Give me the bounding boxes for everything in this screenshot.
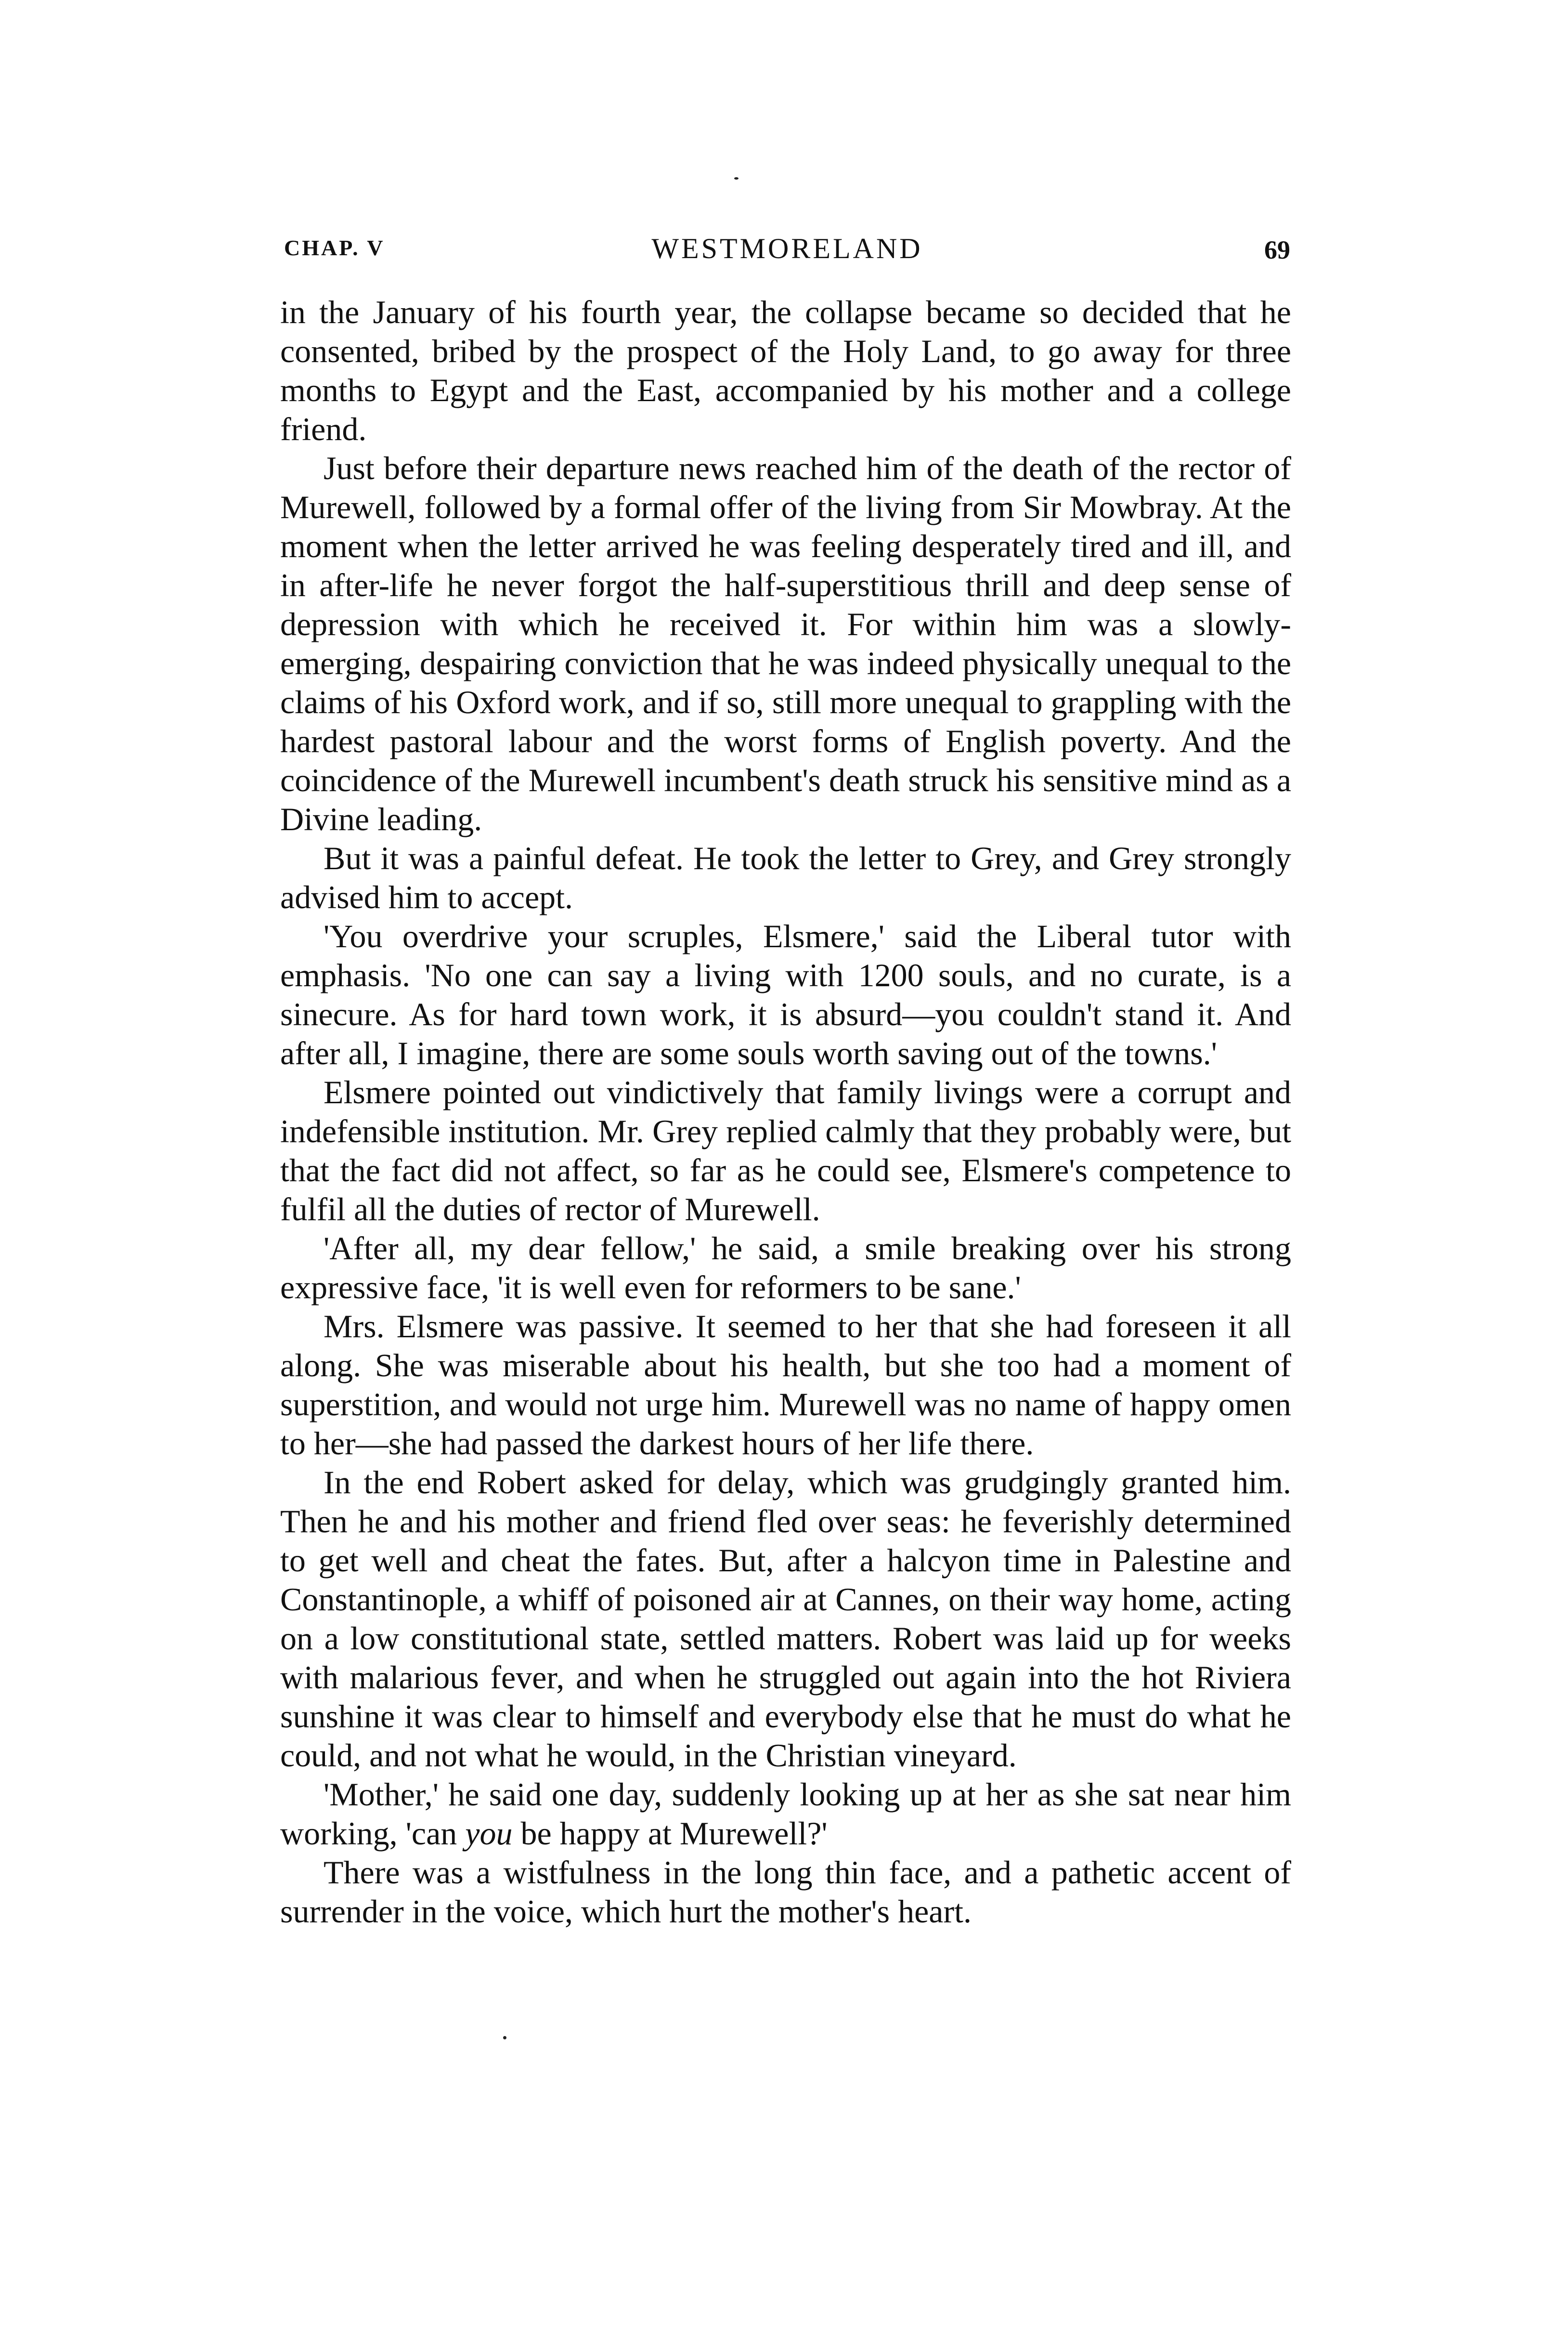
paragraph: 'You overdrive your scruples, Elsmere,' said the Liberal tutor with emphasis. 'No one can say a living with 1200 souls, and no curate, is a sinecure. As for hard town work, it is absurd—you couldn't stand it. And after all, I imagine, there are some souls worth saving out of the towns.' [280, 918, 1291, 1071]
print-speck [503, 2036, 506, 2039]
chapter-label: CHAP. V [284, 235, 385, 260]
paragraph-final: There was a wistfulness in the long thin face, and a pathetic accent of surrender in the voice, which hurt the mother's heart. [280, 1854, 1291, 1930]
print-speck [734, 177, 739, 180]
paragraph: Mrs. Elsmere was passive. It seemed to her that she had foreseen it all along. She was miserable about his health, but she too had a moment of superstition, and would not urge him. Murewell was no name of happy omen to her—she had passed the darkest hours of her life there. [280, 1308, 1291, 1462]
paragraph: But it was a painful defeat. He took the letter to Grey, and Grey strongly advised him to accept. [280, 840, 1291, 915]
quote-text-after: be happy at Murewell?' [512, 1815, 828, 1852]
paragraph-mother-quote [280, 1775, 1291, 1853]
quote-text-before: 'Mother,' he said one day, suddenly looking up at her as she sat near him working, 'can [280, 1776, 1291, 1852]
page-number: 69 [1264, 235, 1290, 264]
paragraph: 'After all, my dear fellow,' he said, a smile breaking over his strong expressive face, 'it is well even for reformers to be sane.' [280, 1230, 1291, 1306]
running-head [284, 235, 1290, 274]
quote-emphasis: you [465, 1815, 513, 1852]
paragraph: in the January of his fourth year, the collapse became so decided that he consented, bribed by the prospect of the Holy Land, to go away for three months to Egypt and the East, accompanied by his mother and a college friend. [280, 294, 1291, 447]
paragraph: Just before their departure news reached him of the death of the rector of Murewell, followed by a formal offer of the living from Sir Mowbray. At the moment when the letter arrived he was feeling desperately tired and ill, and in after-life he never forgot the half-superstitious thrill and deep sense of depression with which he received it. For within him was a slowly-emerging, despairing conviction that he was indeed physically unequal to the claims of his Oxford work, and if so, still more unequal to grappling with the hardest pastoral labour and the worst forms of English poverty. And the coincidence of the Murewell incumbent's death struck his sensitive mind as a Divine leading. [280, 450, 1291, 837]
paragraph: In the end Robert asked for delay, which was grudgingly granted him. Then he and his mother and friend fled over seas: he feverishly determined to get well and cheat the fates. But, after a halcyon time in Palestine and Constantinople, a whiff of poisoned air at Cannes, on their way home, acting on a low constitutional state, settled matters. Robert was laid up for weeks with malarious fever, and when he struggled out again into the hot Riviera sunshine it was clear to himself and everybody else that he must do what he could, and not what he would, in the Christian vineyard. [280, 1464, 1291, 1774]
running-title: WESTMORELAND [651, 233, 923, 264]
body-text [280, 293, 1291, 1931]
paragraph: Elsmere pointed out vindictively that family livings were a corrupt and indefensible institution. Mr. Grey replied calmly that they probably were, but that the fact did not affect, so far as he could see, Elsmere's competence to fulfil all the duties of rector of Murewell. [280, 1074, 1291, 1227]
